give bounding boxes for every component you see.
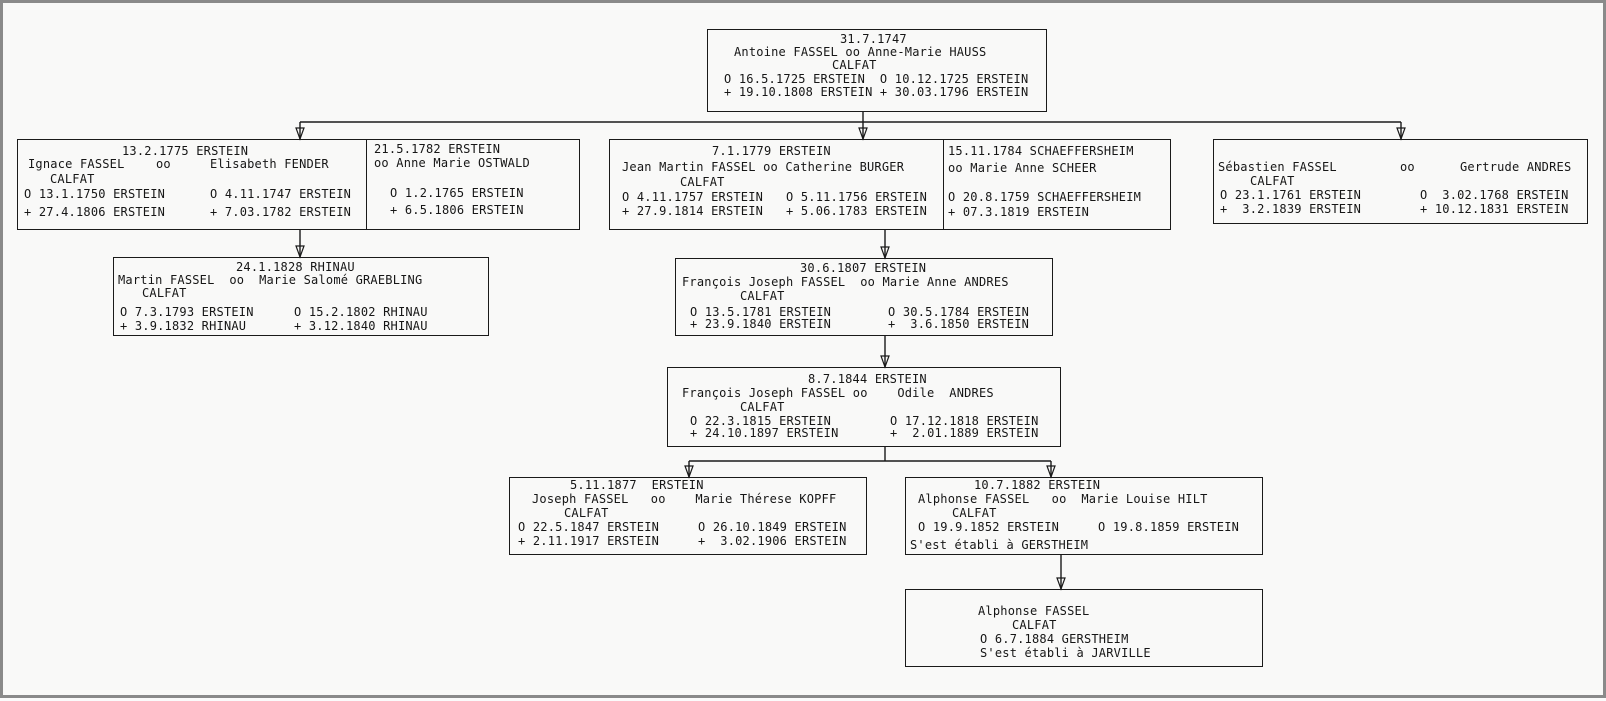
husband-birth: O 13.1.1750 ERSTEIN [24, 187, 166, 201]
wife-birth: O 19.8.1859 ERSTEIN [1098, 520, 1240, 534]
wife-death: + 3.6.1850 ERSTEIN [888, 317, 1030, 331]
husband-death: + 27.4.1806 ERSTEIN [24, 205, 166, 219]
second-spouse-birth: O 1.2.1765 ERSTEIN [390, 186, 524, 200]
husband-birth: O 4.11.1757 ERSTEIN [622, 190, 764, 204]
occupation: CALFAT [680, 175, 725, 189]
wife-birth: O 3.02.1768 ERSTEIN [1420, 188, 1569, 202]
box-divider [366, 140, 367, 229]
birth: O 6.7.1884 GERSTHEIM [980, 632, 1129, 646]
husband-name: Sébastien FASSEL [1218, 160, 1337, 174]
death-line: + 19.10.1808 ERSTEIN + 30.03.1796 ERSTEIN [724, 85, 1029, 99]
husband-birth: O 22.3.1815 ERSTEIN [690, 414, 832, 428]
francois-joseph-fassel-1807-box [675, 258, 1053, 336]
marriage-date: 5.11.1877 ERSTEIN [570, 478, 704, 492]
wife-birth: O 4.11.1747 ERSTEIN [210, 187, 352, 201]
husband-birth: O 13.5.1781 ERSTEIN [690, 305, 832, 319]
second-marriage-date: 21.5.1782 ERSTEIN [374, 142, 501, 156]
occupation: CALFAT [832, 58, 877, 72]
ignace-fassel-box [17, 139, 580, 230]
wife-death: + 7.03.1782 ERSTEIN [210, 205, 352, 219]
wife-birth: O 30.5.1784 ERSTEIN [888, 305, 1030, 319]
occupation: CALFAT [1250, 174, 1295, 188]
wife-death: + 3.02.1906 ERSTEIN [698, 534, 847, 548]
occupation: CALFAT [740, 400, 785, 414]
martin-fassel-box [113, 257, 489, 336]
second-spouse-death: + 6.5.1806 ERSTEIN [390, 203, 524, 217]
occupation: CALFAT [50, 172, 95, 186]
settlement-note: S'est établi à JARVILLE [980, 646, 1151, 660]
marriage-date: 31.7.1747 [840, 32, 907, 46]
alphonse-fassel-1884-box [905, 589, 1263, 667]
marriage-date: 8.7.1844 ERSTEIN [808, 372, 927, 386]
couple-names: Martin FASSEL oo Marie Salomé GRAEBLING [118, 273, 423, 287]
second-spouse-death: + 07.3.1819 ERSTEIN [948, 205, 1090, 219]
husband-death: + 27.9.1814 ERSTEIN [622, 204, 764, 218]
wife-name: Gertrude ANDRES [1460, 160, 1572, 174]
francois-joseph-fassel-1844-box [667, 367, 1061, 447]
sebastien-fassel-box [1213, 139, 1588, 224]
second-spouse-name: oo Anne Marie OSTWALD [374, 156, 530, 170]
couple-names: Joseph FASSEL oo Marie Thérese KOPFF [532, 492, 837, 506]
husband-death: + 24.10.1897 ERSTEIN [690, 426, 839, 440]
marriage-date: 7.1.1779 ERSTEIN [712, 144, 831, 158]
couple-names: Antoine FASSEL oo Anne-Marie HAUSS [734, 45, 987, 59]
wife-death: + 3.12.1840 RHINAU [294, 319, 428, 333]
occupation: CALFAT [1012, 618, 1057, 632]
wife-name: Elisabeth FENDER [210, 157, 329, 171]
husband-death: + 3.9.1832 RHINAU [120, 319, 247, 333]
wife-birth: O 26.10.1849 ERSTEIN [698, 520, 847, 534]
birth-line: O 16.5.1725 ERSTEIN O 10.12.1725 ERSTEIN [724, 72, 1029, 86]
occupation: CALFAT [740, 289, 785, 303]
husband-birth: O 19.9.1852 ERSTEIN [918, 520, 1060, 534]
couple-names: François Joseph FASSEL oo Odile ANDRES [682, 386, 994, 400]
alphonse-fassel-1882-box [905, 477, 1263, 555]
marriage-date: 13.2.1775 ERSTEIN [122, 144, 249, 158]
second-marriage-date: 15.11.1784 SCHAEFFERSHEIM [948, 144, 1134, 158]
joseph-fassel-box [509, 477, 867, 555]
wife-birth: O 15.2.1802 RHINAU [294, 305, 428, 319]
box-divider [943, 140, 944, 229]
couple-names: Jean Martin FASSEL oo Catherine BURGER [622, 160, 905, 174]
jean-martin-fassel-box [609, 139, 1171, 230]
husband-death: + 23.9.1840 ERSTEIN [690, 317, 832, 331]
couple-names: Alphonse FASSEL oo Marie Louise HILT [918, 492, 1208, 506]
husband-birth: O 7.3.1793 ERSTEIN [120, 305, 254, 319]
wife-birth: O 5.11.1756 ERSTEIN [786, 190, 928, 204]
settlement-note: S'est établi à GERSTHEIM [910, 538, 1089, 552]
husband-death: + 2.11.1917 ERSTEIN [518, 534, 660, 548]
wife-death: + 5.06.1783 ERSTEIN [786, 204, 928, 218]
wife-death: + 2.01.1889 ERSTEIN [890, 426, 1039, 440]
person-name: Alphonse FASSEL [978, 604, 1090, 618]
root-couple-box [707, 29, 1047, 112]
second-spouse-birth: O 20.8.1759 SCHAEFFERSHEIM [948, 190, 1142, 204]
occupation: CALFAT [142, 286, 187, 300]
marriage-date: 30.6.1807 ERSTEIN [800, 261, 927, 275]
husband-birth: O 22.5.1847 ERSTEIN [518, 520, 660, 534]
second-spouse-name: oo Marie Anne SCHEER [948, 161, 1097, 175]
wife-death: + 10.12.1831 ERSTEIN [1420, 202, 1569, 216]
marriage-date: 24.1.1828 RHINAU [236, 260, 355, 274]
husband-death: + 3.2.1839 ERSTEIN [1220, 202, 1362, 216]
occupation: CALFAT [564, 506, 609, 520]
marriage-symbol: oo [1400, 160, 1415, 174]
husband-name: Ignace FASSEL [28, 157, 125, 171]
marriage-symbol: oo [156, 157, 171, 171]
wife-birth: O 17.12.1818 ERSTEIN [890, 414, 1039, 428]
husband-birth: O 23.1.1761 ERSTEIN [1220, 188, 1362, 202]
marriage-date: 10.7.1882 ERSTEIN [974, 478, 1101, 492]
couple-names: François Joseph FASSEL oo Marie Anne ANDRES [682, 275, 1009, 289]
occupation: CALFAT [952, 506, 997, 520]
